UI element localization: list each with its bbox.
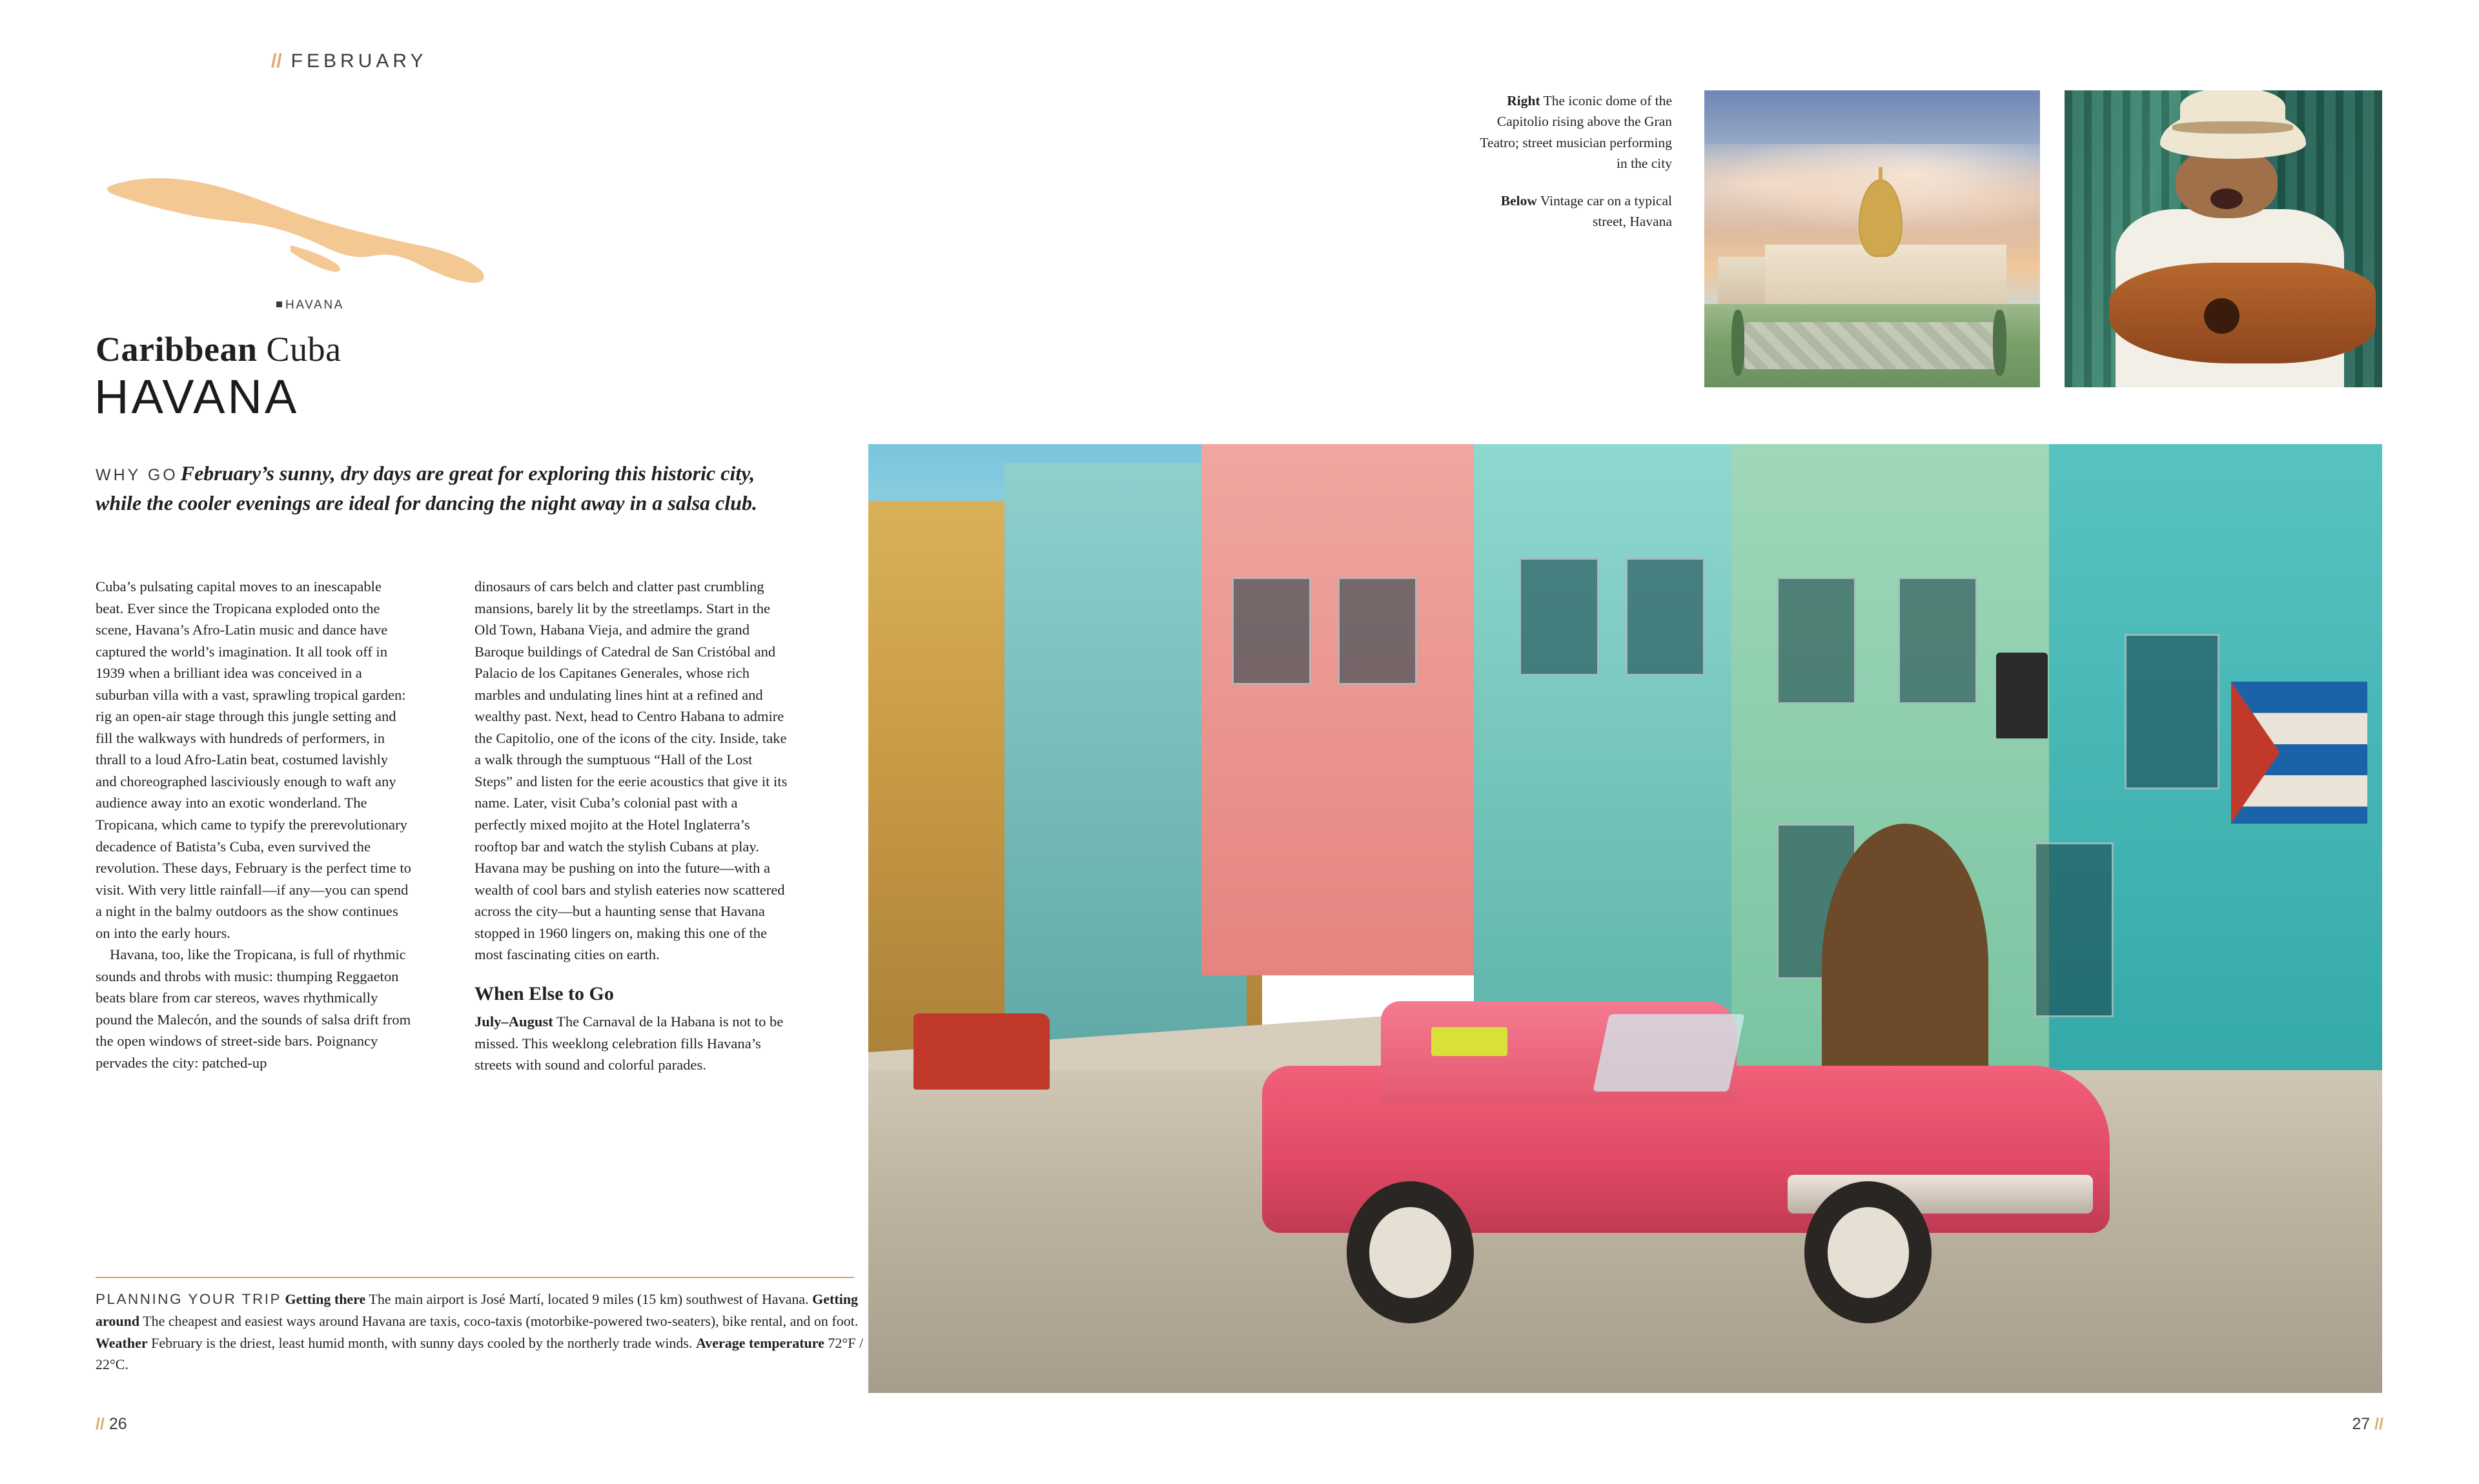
when-else-heading: When Else to Go: [474, 982, 614, 1004]
weather-label: Weather: [96, 1334, 148, 1351]
folio-left-slashes: //: [96, 1415, 105, 1433]
window: [1626, 558, 1705, 675]
photo-capitolio: [1704, 90, 2040, 387]
paragraph: dinosaurs of cars belch and clatter past crumbling mansions, barely lit by the streetlamps. Start in the Old Town, Habana Vieja, and admire the grand Baroque buildings of Catedral de San Cristóbal and Palacio de los Capitanes Generales, whose rich marbles and undulating lines hint at a refined and wealthy past. Next, head to Centro Habana to admire the Capitolio, one of the icons of the city. Inside, take a walk through the sumptuous “Hall of the Lost Steps” and listen for the eerie acoustics that give it its name. Later, visit Cuba’s colonial past with a perfectly mixed mojito at the Hotel Inglaterra’s rooftop bar and watch the stylish Cubans at play. Havana may be pushing on into the future—with a wealth of cool bars and stylish eateries now scattered across the city—but a haunting sense that Havana stopped in 1960 lingers on, making this one of the most fascinating cities on earth.: [474, 578, 788, 963]
wheel: [1804, 1181, 1932, 1323]
cuban-flag-icon: [2231, 682, 2367, 824]
windshield: [1593, 1014, 1745, 1092]
planning-heading: PLANNING YOUR TRIP: [96, 1291, 281, 1307]
window: [1777, 577, 1856, 704]
caption-right-text: The iconic dome of the Capitolio rising above the Gran Teatro; street musician performing in the city: [1480, 93, 1672, 171]
photo-captions: [1478, 90, 1672, 232]
vintage-convertible-car: [1262, 995, 2110, 1317]
weather-text: February is the driest, least humid month, with sunny days cooled by the northerly trade winds.: [147, 1334, 696, 1351]
straw-hat-icon: [2160, 108, 2306, 159]
window: [2034, 842, 2114, 1017]
body-column-2: [474, 576, 791, 1076]
caption-below-text: Vintage car on a typical street, Havana: [1536, 193, 1672, 230]
average-temperature-label: Average temperature: [695, 1334, 824, 1351]
region-title: [96, 329, 342, 369]
planning-your-trip: [96, 1288, 864, 1376]
month-kicker: [271, 50, 427, 72]
folio-right-slashes: //: [2374, 1415, 2383, 1433]
kicker-slashes: //: [271, 50, 282, 72]
street-lamp-icon: [1996, 653, 2048, 738]
folio-left-number: 26: [108, 1415, 127, 1433]
caption-right: [1478, 90, 1672, 174]
photo-street-musician: [2065, 90, 2382, 387]
window: [2125, 634, 2219, 789]
getting-around-label: Getting around: [96, 1291, 859, 1330]
country-name: Cuba: [266, 330, 342, 369]
wheel: [1347, 1181, 1474, 1323]
guitar-icon: [2109, 263, 2376, 363]
window: [1519, 558, 1598, 675]
folio-right: [2352, 1415, 2383, 1434]
musician-mouth: [2210, 188, 2242, 209]
folio-left: [96, 1415, 127, 1434]
body-column-1: [96, 576, 412, 1074]
cuba-map: [97, 148, 549, 316]
window: [1338, 577, 1417, 686]
window: [1898, 577, 1977, 704]
when-else-lead: July–August: [474, 1013, 553, 1030]
planning-divider: [96, 1277, 854, 1278]
getting-there-text: The main airport is José Martí, located 9 miles (15 km) southwest of Havana.: [365, 1291, 813, 1307]
caption-below-label: Below: [1500, 193, 1537, 208]
getting-around-text: The cheapest and easiest ways around Havana are taxis, coco-taxis (motorbike-powered two-seaters), bike rental, and on foot.: [139, 1313, 859, 1330]
why-go-block: [96, 458, 760, 518]
when-else-paragraph: [474, 1011, 791, 1076]
palm-tree-icon: [1731, 310, 1745, 375]
why-go-text: February’s sunny, dry days are great for exploring this historic city, while the cooler evenings are ideal for dancing the night away in a salsa club.: [96, 462, 757, 515]
paragraph: Cuba’s pulsating capital moves to an inescapable beat. Ever since the Tropicana exploded onto the scene, Havana’s Afro-Latin music and dance have captured the world’s imagination. It all took off in 1939 when a brilliant idea was conceived in a suburban villa with a vast, sprawling tropical garden: rig an open-air stage through this jungle setting and fill the walkways with hundreds of performers, in thrall to a loud Afro-Latin beat, costumed lavishly and choreographed lasciviously enough to waft any audience away into an exotic wonderland. The Tropicana, which came to typify the prerevolutionary decadence of Batista’s Cuba, even survived the revolution. These days, February is the perfect time to visit. With very little rainfall—if any—you can spend a night in the balmy outdoors as the show continues on into the early hours.: [96, 578, 411, 941]
map-city-label: HAVANA: [285, 298, 344, 312]
caption-below: [1478, 190, 1672, 232]
distant-red-car: [913, 1013, 1050, 1090]
map-city-dot: [276, 301, 282, 307]
when-else-text: The Carnaval de la Habana is not to be missed. This weeklong celebration fills Havana’s streets with sound and colorful parades.: [474, 1013, 784, 1073]
kicker-label: FEBRUARY: [291, 50, 427, 72]
palm-tree-icon: [1993, 310, 2006, 375]
taxi-sign: [1431, 1027, 1507, 1056]
getting-there-label: Getting there: [285, 1291, 366, 1307]
hat-band: [2172, 121, 2293, 133]
folio-right-number: 27: [2352, 1415, 2371, 1433]
guitar-soundhole: [2204, 298, 2239, 334]
region-name: Caribbean: [96, 330, 258, 369]
photo-havana-street: [868, 444, 2382, 1393]
why-go-label: WHY GO: [96, 466, 178, 484]
page-title: HAVANA: [94, 370, 300, 423]
paragraph: Havana, too, like the Tropicana, is full of rhythmic sounds and throbs with music: thumping Reggaeton beats blare from car stereos, waves rhythmically pound the Malecón, and the sounds of salsa drift from the open windows of street-side bars. Poignancy pervades the city: patched-up: [96, 946, 411, 1072]
caption-right-label: Right: [1507, 93, 1540, 108]
capitolio-plaza: [1744, 322, 1999, 370]
average-temperature-value: 72°F / 22°C.: [96, 1334, 864, 1373]
window: [1232, 577, 1311, 686]
